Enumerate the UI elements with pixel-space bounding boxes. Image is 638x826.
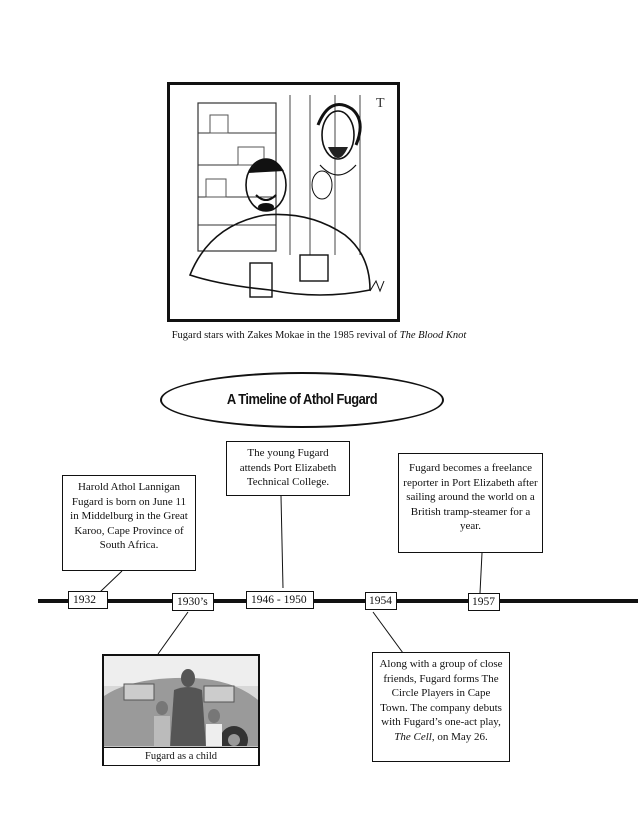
year-1946-1950: 1946 - 1950 <box>246 591 314 609</box>
event-born: Harold Athol Lannigan Fugard is born on June 11 in Middelburg in the Great Karoo, Cape Province of South Africa. <box>62 475 196 571</box>
caption-play-title: The Blood Knot <box>399 330 467 341</box>
caption-text: Fugard stars with Zakes Mokae in the 1985 revival of <box>171 330 400 341</box>
event-circle-play: The Cell <box>394 730 432 743</box>
year-1957: 1957 <box>468 593 500 611</box>
year-1932: 1932 <box>68 591 108 609</box>
connector-child <box>158 612 188 654</box>
timeline-title: A Timeline of Athol Fugard <box>226 391 378 408</box>
event-circle-text: Along with a group of close friends, Fugard forms The Circle Players in Cape Town. The company debuts with Fugard’s one-act play, <box>379 658 503 728</box>
connector-reporter <box>480 553 482 593</box>
year-1954: 1954 <box>365 592 397 610</box>
childhood-photo-caption: Fugard as a child <box>104 747 258 765</box>
event-circle-suffix: , on May 26. <box>431 730 488 743</box>
timeline-axis <box>38 599 638 603</box>
connector-born <box>100 571 122 592</box>
connector-circle <box>373 612 403 653</box>
connector-college <box>281 496 283 588</box>
event-circle-players <box>372 652 510 762</box>
svg-text:T: T <box>376 96 385 111</box>
year-1930s: 1930’s <box>172 593 214 611</box>
event-college: The young Fugard attends Port Elizabeth Technical College. <box>226 441 350 496</box>
event-reporter: Fugard becomes a freelance reporter in Port Elizabeth after sailing around the world on a British tramp-steamer for a year. <box>398 453 543 553</box>
